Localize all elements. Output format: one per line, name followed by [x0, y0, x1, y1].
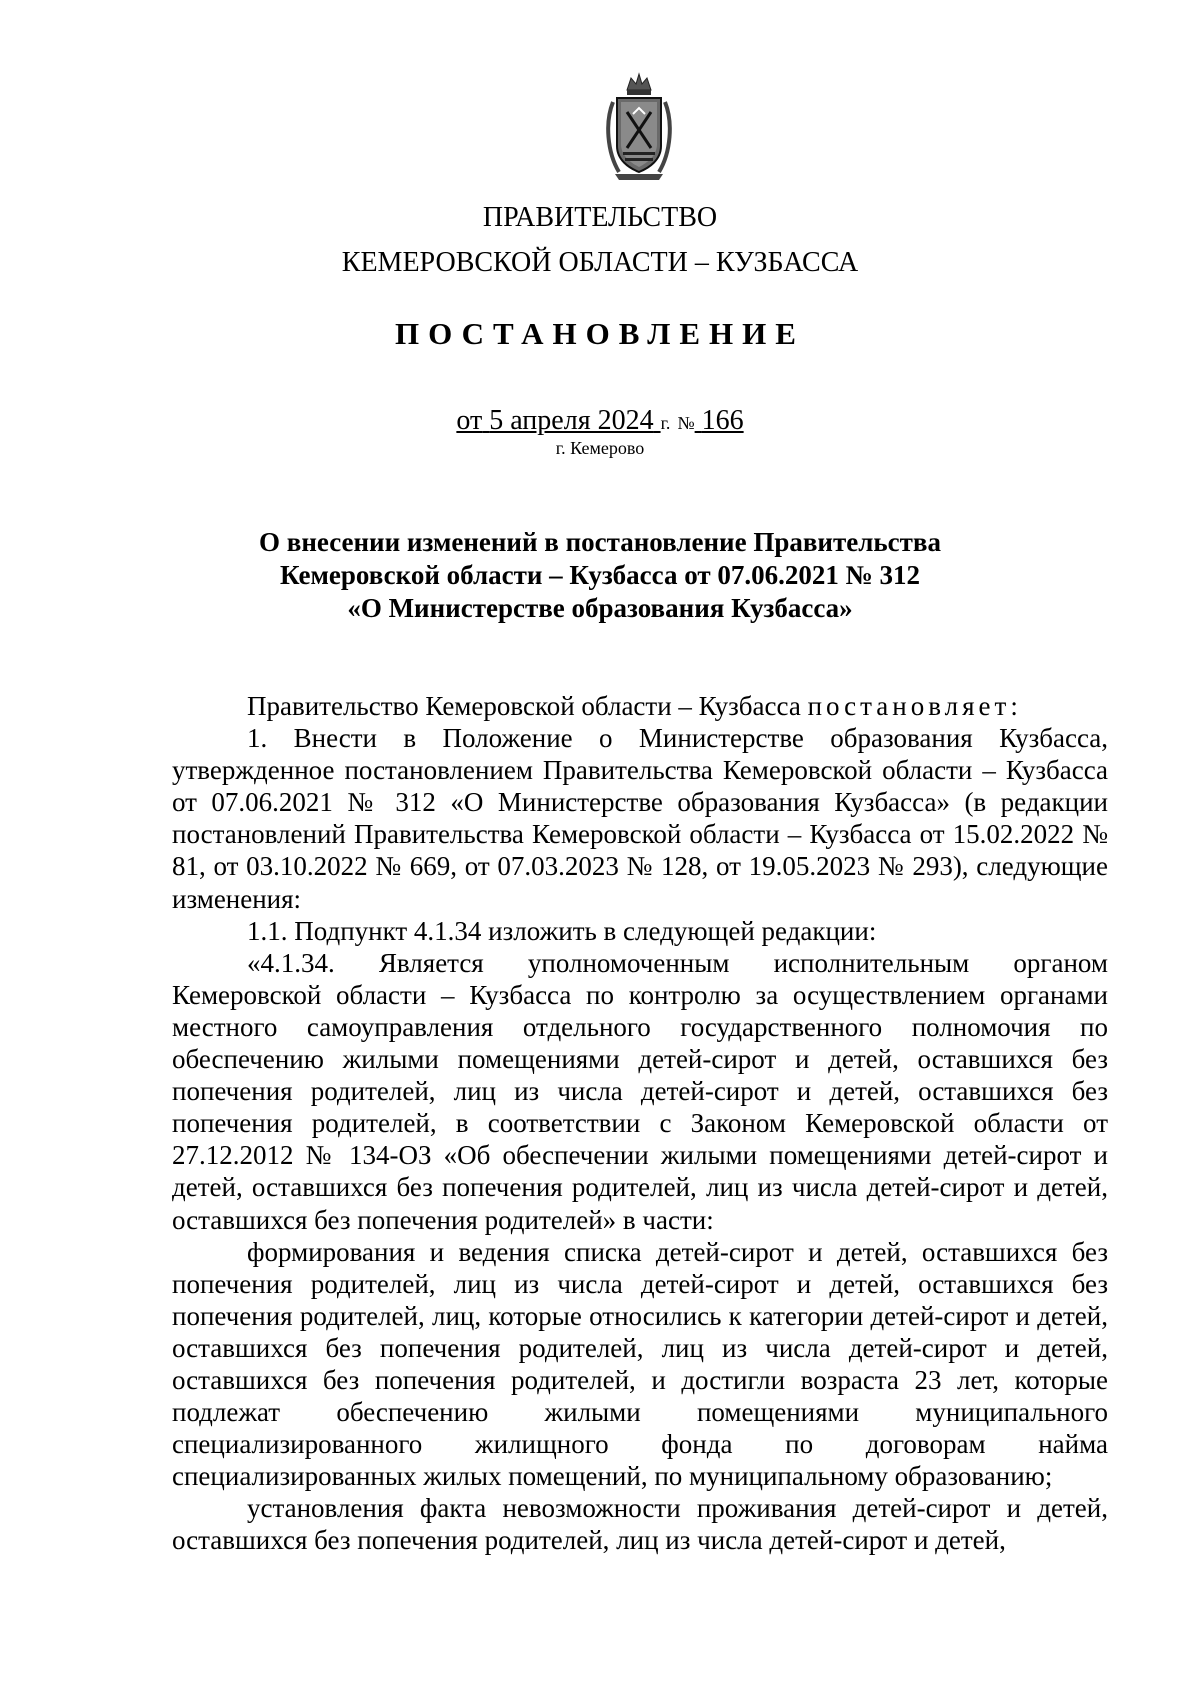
organization-name-line2: КЕМЕРОВСКОЙ ОБЛАСТИ – КУЗБАССА	[341, 247, 859, 278]
intro-verb: постановляет	[807, 691, 1011, 721]
paragraph-1: 1. Внести в Положение о Министерстве образования Кузбасса, утвержденное постановлением Правительства Кемеровской области – Кузбасса от 07.06.2021 № 312 «О Министерстве образования Кузбасса» (в редакции постановлений Правительства Кемеровской области – Кузбасса от 15.02.2022 № 81, от 03.10.2022 № 669, от 07.03.2023 № 128, от 19.05.2023 № 293), следующие изменения:	[172, 723, 1108, 914]
intro-colon: :	[1010, 691, 1018, 721]
document-type: ПОСТАНОВЛЕНИЕ	[395, 316, 805, 351]
intro-lead: Правительство Кемеровской области – Кузбасса	[247, 691, 808, 721]
date-prefix: от	[456, 405, 483, 436]
paragraph-4-1-34: «4.1.34. Является уполномоченным исполнительным органом Кемеровской области – Кузбасса по контролю за осуществлением органами местного самоуправления отдельного государственного полномочия по обеспечению жилыми помещениями детей-сирот и детей, оставшихся без попечения родителей, лиц из числа детей-сирот и детей, оставшихся без попечения родителей, в соответствии с Законом Кемеровской области от 27.12.2012 № 134-ОЗ «Об обеспечении жилыми помещениями детей-сирот и детей, оставшихся без попечения родителей, лиц из числа детей-сирот и детей, оставшихся без попечения родителей» в части:	[172, 947, 1108, 1235]
paragraph-list-formation: формирования и ведения списка детей-сирот и детей, оставшихся без попечения родителей, лиц из числа детей-сирот и детей, оставшихся без попечения родителей, лиц, которые относились к категории детей-сирот и детей, оставшихся без попечения родителей, лиц из числа детей-сирот и детей, оставшихся без попечения родителей, и достигли возраста 23 лет, которые подлежат обеспечению жилыми помещениями муниципального специализированного жилищного фонда по договорам найма специализированных жилых помещений, по муниципальному образованию;	[172, 1236, 1108, 1492]
organization-name-line1: ПРАВИТЕЛЬСТВО	[482, 202, 718, 233]
title-line-1: О внесении изменений в постановление Правительства	[259, 527, 941, 557]
year-suffix: г.	[660, 413, 671, 433]
city-label: г. Кемерово	[555, 438, 645, 458]
document-date: 5 апреля 2024	[489, 405, 654, 436]
document-number: 166	[701, 405, 744, 436]
intro-paragraph	[172, 690, 1108, 722]
title-line-2: Кемеровской области – Кузбасса от 07.06.2021 № 312	[279, 560, 921, 590]
title-line-3: «О Министерстве образования Кузбасса»	[347, 593, 853, 623]
paragraph-1-1: 1.1. Подпункт 4.1.34 изложить в следующей редакции:	[247, 915, 877, 946]
date-number-line	[0, 405, 1200, 439]
number-sign: №	[677, 413, 695, 433]
document-body	[172, 690, 1108, 1557]
coat-of-arms-icon	[603, 72, 675, 182]
document-title	[0, 526, 1200, 625]
paragraph-fact-establishment: установления факта невозможности проживания детей-сирот и детей, оставшихся без попечения родителей, лиц из числа детей-сирот и детей,	[172, 1493, 1108, 1556]
